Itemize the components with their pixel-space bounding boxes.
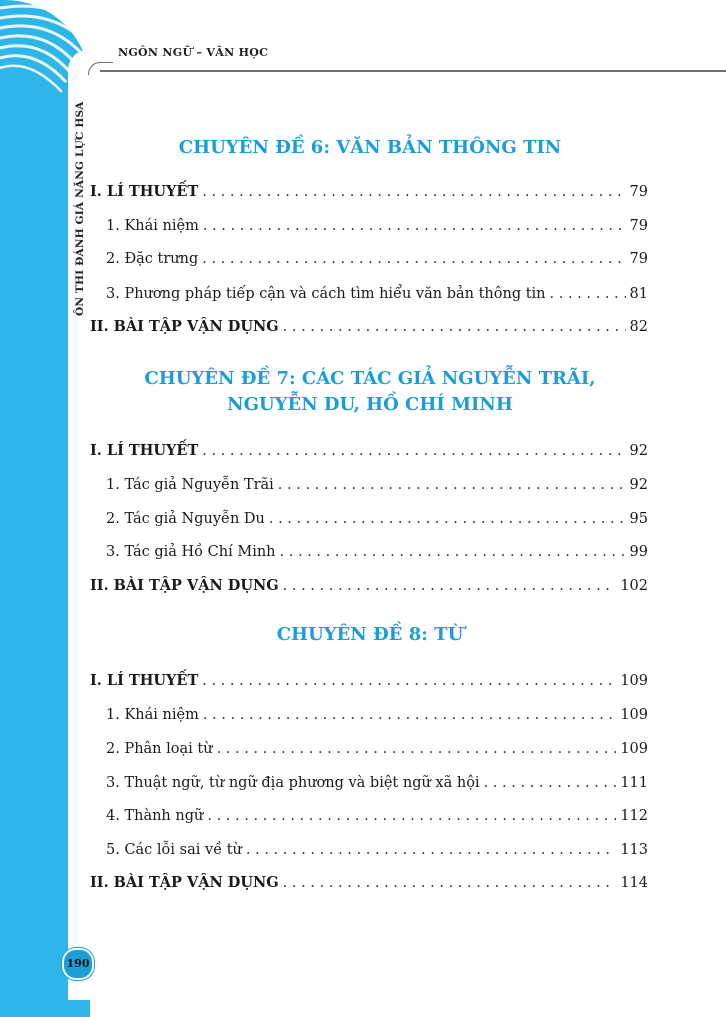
toc-entry-page: 82 bbox=[629, 319, 648, 335]
toc-entry[interactable] bbox=[90, 836, 648, 860]
dot-leader bbox=[550, 284, 626, 304]
toc-entry[interactable] bbox=[90, 178, 648, 202]
toc-entry-title: 1. Khái niệm bbox=[106, 218, 199, 234]
dot-leader bbox=[202, 249, 625, 269]
dot-leader bbox=[203, 705, 616, 725]
dot-leader bbox=[202, 441, 625, 461]
toc-entry[interactable] bbox=[90, 313, 648, 337]
toc-entry-title: 2. Tác giả Nguyễn Du bbox=[106, 511, 265, 527]
section-heading bbox=[90, 135, 650, 161]
toc-entry-page: 102 bbox=[620, 578, 648, 594]
toc-entry-title: 4. Thành ngữ bbox=[106, 808, 204, 824]
section-heading bbox=[90, 622, 650, 648]
side-title bbox=[62, 101, 88, 356]
toc-entry[interactable] bbox=[90, 212, 648, 236]
dot-leader bbox=[280, 542, 626, 562]
toc-entry-title: II. BÀI TẬP VẬN DỤNG bbox=[90, 577, 279, 594]
side-title-text: ÔN THI ĐÁNH GIÁ NĂNG LỰC HSA bbox=[74, 101, 86, 316]
toc-entry-title: 1. Khái niệm bbox=[106, 707, 199, 723]
toc-entry-page: 79 bbox=[629, 184, 648, 200]
toc-entry[interactable] bbox=[90, 471, 648, 495]
dot-leader bbox=[203, 216, 626, 236]
toc-entry[interactable] bbox=[90, 245, 648, 269]
toc-entry-page: 99 bbox=[629, 544, 648, 560]
toc-entry-title: 3. Phương pháp tiếp cận và cách tìm hiểu văn bản thông tin bbox=[106, 286, 546, 302]
page-number: 190 bbox=[62, 948, 94, 980]
toc-entry[interactable] bbox=[90, 802, 648, 826]
toc-entry[interactable] bbox=[90, 735, 648, 759]
toc-entry-title: 2. Đặc trưng bbox=[106, 251, 199, 267]
toc-entry-page: 109 bbox=[620, 707, 648, 723]
toc-entry[interactable] bbox=[90, 538, 648, 562]
toc-entry[interactable] bbox=[90, 437, 648, 461]
toc-entry-title: 3. Thuật ngữ, từ ngữ địa phương và biệt ngữ xã hội bbox=[106, 775, 480, 791]
toc-entry-title: I. LÍ THUYẾT bbox=[90, 183, 199, 200]
toc-entry-page: 112 bbox=[620, 808, 648, 824]
toc-entry-title: I. LÍ THUYẾT bbox=[90, 672, 199, 689]
toc-entry[interactable] bbox=[90, 505, 648, 529]
dot-leader bbox=[207, 806, 616, 826]
dot-leader bbox=[283, 873, 617, 893]
dot-leader bbox=[278, 475, 626, 495]
toc-entry-title: 2. Phân loại từ bbox=[106, 741, 213, 757]
toc-entry-page: 79 bbox=[629, 218, 648, 234]
toc-entry-title: II. BÀI TẬP VẬN DỤNG bbox=[90, 874, 279, 891]
dot-leader bbox=[269, 509, 626, 529]
toc-entry-title: 5. Các lỗi sai về từ bbox=[106, 842, 242, 858]
toc-entry-page: 81 bbox=[629, 286, 648, 302]
running-title: NGÔN NGỮ – VĂN HỌC bbox=[118, 46, 269, 59]
dot-leader bbox=[202, 671, 616, 691]
dot-leader bbox=[484, 773, 617, 793]
toc-entry[interactable] bbox=[90, 769, 648, 793]
toc-entry-title: 1. Tác giả Nguyễn Trãi bbox=[106, 477, 274, 493]
toc-entry[interactable] bbox=[90, 869, 648, 893]
toc-entry-page: 114 bbox=[620, 875, 648, 891]
section-heading-line: NGUYỄN DU, HỒ CHÍ MINH bbox=[227, 394, 513, 415]
toc-entry-page: 95 bbox=[629, 511, 648, 527]
toc-entry-page: 109 bbox=[620, 741, 648, 757]
toc-entry-page: 113 bbox=[620, 842, 648, 858]
toc-entry[interactable] bbox=[90, 667, 648, 691]
toc-entry-title: II. BÀI TẬP VẬN DỤNG bbox=[90, 318, 279, 335]
section-heading-line: CHUYÊN ĐỀ 7: CÁC TÁC GIẢ NGUYỄN TRÃI, bbox=[144, 368, 596, 389]
dot-leader bbox=[217, 739, 617, 759]
toc-entry[interactable] bbox=[90, 701, 648, 725]
header-rule bbox=[100, 70, 726, 72]
toc-entry-page: 111 bbox=[620, 775, 648, 791]
toc-entry-title: I. LÍ THUYẾT bbox=[90, 442, 199, 459]
dot-leader bbox=[202, 182, 625, 202]
toc-entry-page: 92 bbox=[629, 477, 648, 493]
toc-entry-page: 109 bbox=[620, 673, 648, 689]
toc-entry-page: 92 bbox=[629, 443, 648, 459]
toc-entry-title: 3. Tác giả Hồ Chí Minh bbox=[106, 544, 276, 560]
dot-leader bbox=[283, 317, 626, 337]
toc-entry[interactable] bbox=[90, 280, 648, 304]
section-heading bbox=[90, 366, 650, 418]
toc-entry[interactable] bbox=[90, 572, 648, 596]
header-rule-curve bbox=[88, 62, 113, 75]
section-heading-line: CHUYÊN ĐỀ 8: TỪ bbox=[276, 624, 464, 645]
dot-leader bbox=[246, 840, 616, 860]
dot-leader bbox=[283, 576, 617, 596]
toc-entry-page: 79 bbox=[629, 251, 648, 267]
section-heading-line: CHUYÊN ĐỀ 6: VĂN BẢN THÔNG TIN bbox=[178, 137, 562, 158]
